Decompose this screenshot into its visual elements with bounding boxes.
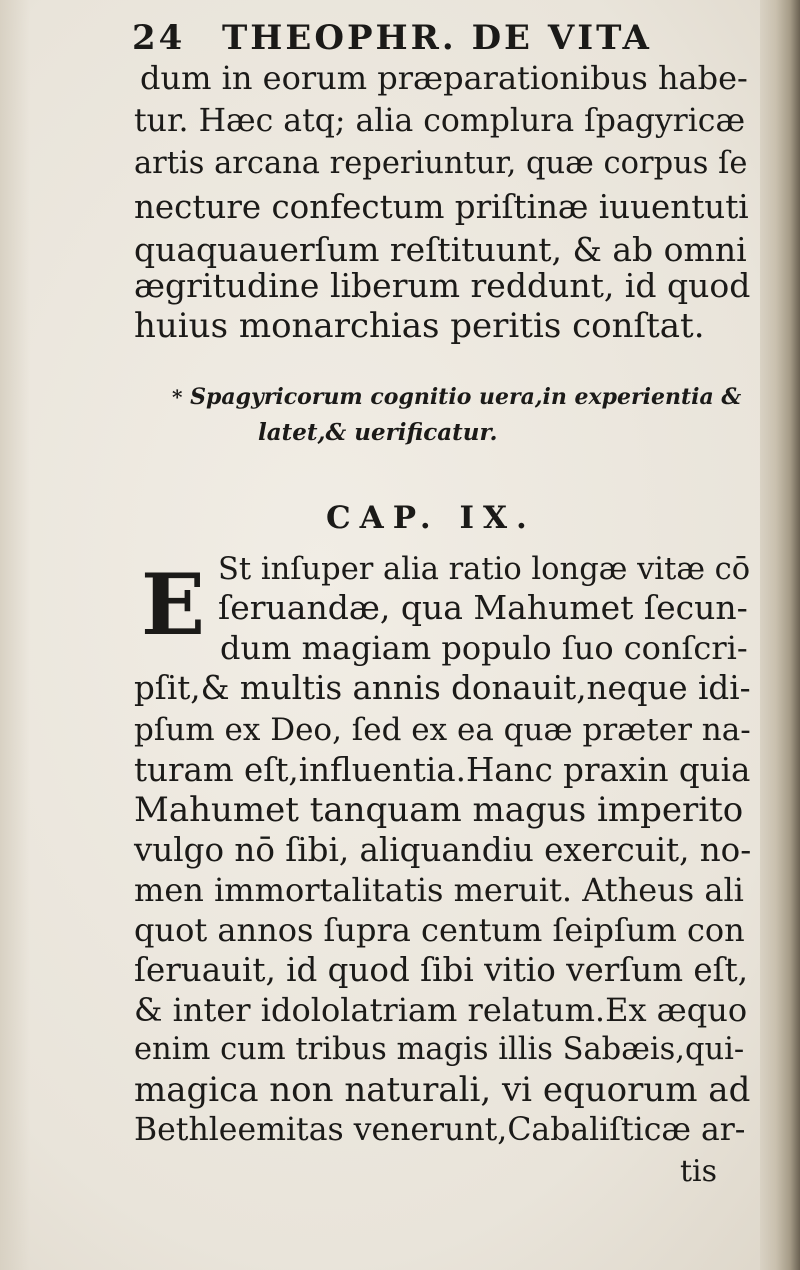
chapter-line: & inter idololatriam relatum.Ex æquo	[134, 991, 748, 1029]
side-note-text: Spagyricorum cognitio uera,in experientia &	[190, 384, 742, 410]
chapter-line: Bethleemitas venerunt,Cabaliſticæ ar-	[134, 1112, 746, 1148]
body-line: ægritudine liberum reddunt, id quod	[134, 266, 751, 305]
chapter-line: ſeruauit, id quod ſibi vitio verſum eſt,	[134, 951, 749, 989]
chapter-line: pſum ex Deo, ſed ex ea quæ præter na-	[134, 712, 751, 748]
body-line: huius monarchias peritis conſtat.	[134, 306, 705, 346]
page-gutter-shadow	[0, 0, 30, 1270]
body-line: tur. Hæc atq; alia complura ſpagyricæ	[134, 103, 746, 139]
chapter-line: men immortalitatis meruit. Atheus ali	[134, 871, 744, 909]
body-line: quaquauerſum reſtituunt, & ab omni	[134, 230, 747, 269]
page-number: 24	[132, 18, 186, 58]
page-edge-shadow	[760, 0, 800, 1270]
chapter-line: pſit,& multis annis donauit,neque idi-	[134, 669, 751, 707]
catchword: tis	[680, 1154, 718, 1189]
chapter-line: magica non naturali, vi equorum ad	[134, 1070, 751, 1110]
drop-cap: E	[140, 570, 206, 640]
body-line: dum in eorum præparationibus habe-	[140, 59, 748, 97]
chapter-line: St inſuper alia ratio longæ vitæ cō	[218, 552, 751, 587]
note-marker: *	[172, 385, 183, 409]
body-line: artis arcana reperiuntur, quæ corpus ſe	[134, 146, 748, 181]
chapter-line: vulgo nō ſibi, aliquandiu exercuit, no-	[134, 831, 752, 869]
chapter-line: dum magiam populo ſuo conſcri-	[220, 629, 748, 667]
chapter-line: Mahumet tanquam magus imperito	[134, 790, 744, 830]
running-title: THEOPHR. DE VITA	[222, 18, 652, 58]
chapter-line: enim cum tribus magis illis Sabæis,qui-	[134, 1032, 745, 1067]
chapter-heading: CAP. IX.	[326, 500, 536, 536]
chapter-line: quot annos ſupra centum ſeipſum con	[134, 911, 745, 949]
body-line: necture confectum priſtinæ iuuentuti	[134, 188, 749, 226]
side-note-line: latet,& uerificatur.	[258, 419, 498, 446]
chapter-line: ſeruandæ, qua Mahumet ſecun-	[218, 588, 748, 627]
side-note-line	[172, 382, 741, 412]
chapter-line: turam eſt,influentia.Hanc praxin quia	[134, 751, 751, 789]
